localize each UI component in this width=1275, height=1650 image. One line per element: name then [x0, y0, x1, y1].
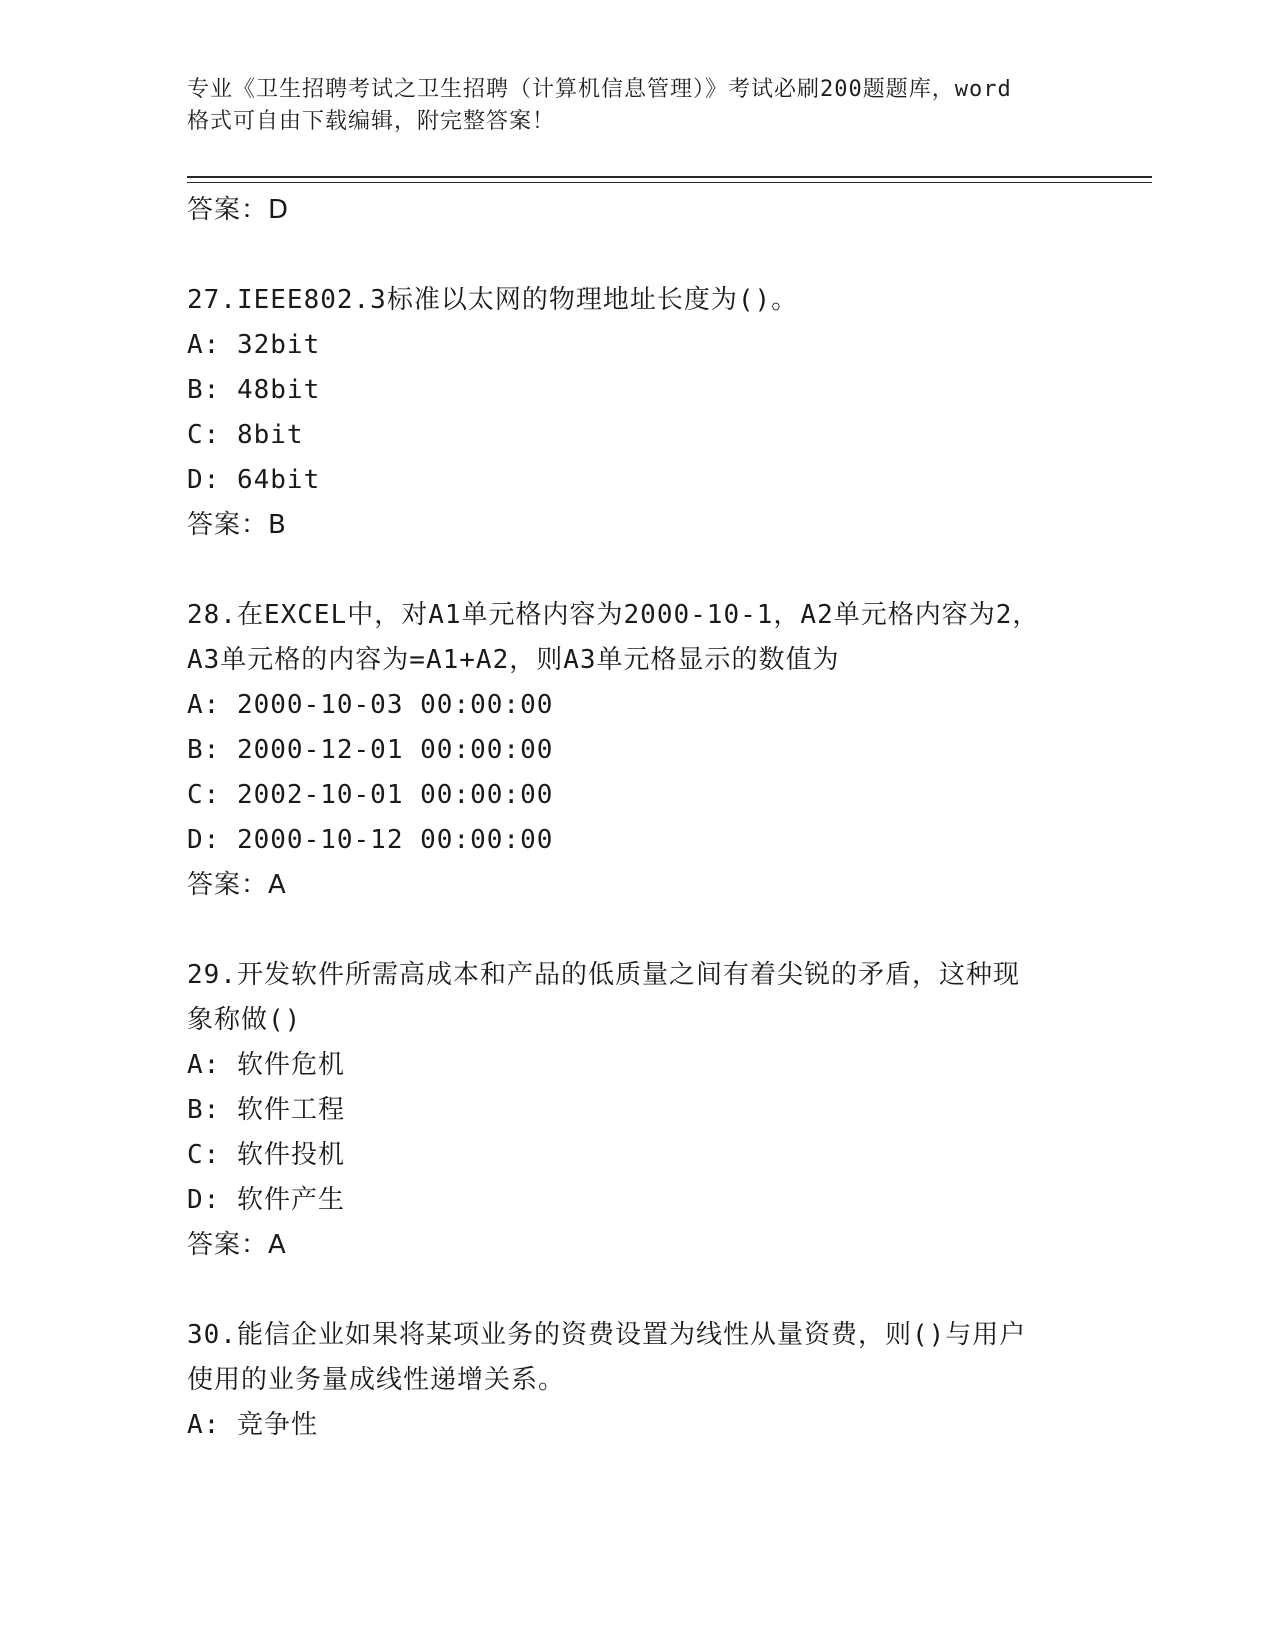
question-text-line-2: 使用的业务量成线性递增关系。 [187, 1365, 566, 1395]
option-c: C: 软件投机 [187, 1140, 345, 1170]
header-line-2: 格式可自由下载编辑，附完整答案！ [187, 109, 556, 134]
answer-line: 答案：B [187, 510, 287, 540]
header-rule-thick [187, 176, 1152, 178]
option-a: A: 软件危机 [187, 1050, 345, 1080]
option-d: D: 64bit [187, 465, 321, 495]
question-text-line-1: 29.开发软件所需高成本和产品的低质量之间有着尖锐的矛盾，这种现 [187, 960, 1020, 990]
option-a: A: 2000-10-03 00:00:00 [187, 690, 554, 720]
option-d: D: 2000-10-12 00:00:00 [187, 825, 554, 855]
option-b: B: 软件工程 [187, 1095, 345, 1125]
answer-line: 答案：A [187, 870, 287, 900]
question-27 [187, 278, 1087, 548]
question-text-line-1: 28.在EXCEL中，对A1单元格内容为2000-10-1，A2单元格内容为2， [187, 600, 1040, 630]
question-text-line-2: 象称做() [187, 1005, 302, 1035]
option-b: B: 2000-12-01 00:00:00 [187, 735, 554, 765]
question-28 [187, 593, 1087, 908]
question-29 [187, 953, 1087, 1268]
question-text-line-1: 30.能信企业如果将某项业务的资费设置为线性从量资费，则()与用户 [187, 1320, 1027, 1350]
question-list [187, 188, 1087, 1448]
option-d: D: 软件产生 [187, 1185, 345, 1215]
question-30 [187, 1313, 1087, 1448]
question-text: 27.IEEE802.3标准以太网的物理地址长度为()。 [187, 285, 799, 315]
option-a: A: 竞争性 [187, 1410, 318, 1440]
answer-line: 答案：D [187, 195, 290, 225]
answer-line: 答案：A [187, 1230, 287, 1260]
option-c: C: 2002-10-01 00:00:00 [187, 780, 554, 810]
document-header [187, 74, 1087, 138]
option-a: A: 32bit [187, 330, 321, 360]
header-rule-thin [187, 182, 1152, 183]
header-line-1: 专业《卫生招聘考试之卫生招聘（计算机信息管理）》考试必刷200题题库，word [187, 77, 1012, 102]
option-c: C: 8bit [187, 420, 304, 450]
option-b: B: 48bit [187, 375, 321, 405]
question-text-line-2: A3单元格的内容为=A1+A2，则A3单元格显示的数值为 [187, 645, 840, 675]
